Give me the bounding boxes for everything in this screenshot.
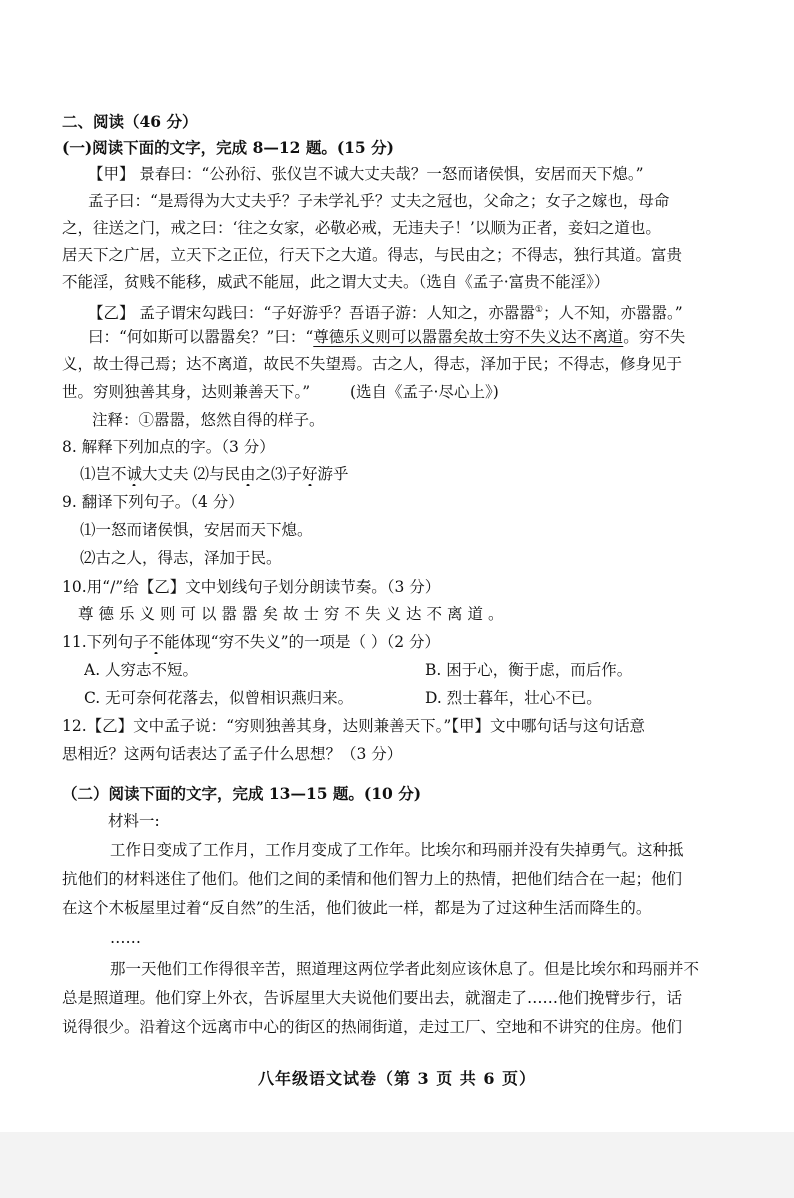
page-bottom-margin (0, 1132, 794, 1198)
passage-yi-text: 。穷不失 (623, 328, 686, 346)
passage-yi-text: 曰：“何如斯可以嚣嚣矣？”曰：“ (88, 328, 314, 346)
underlined-sentence: 尊德乐义则可以嚣嚣矣故士穷不失义达不离道 (313, 328, 624, 346)
question-10-title: 10.用“/”给【乙】文中划线句子划分朗读节奏。（3 分） (62, 578, 441, 596)
option-row (84, 658, 754, 682)
question-9-item: ⑵古之人，得志，泽加于民。 (80, 549, 282, 567)
question-9-item: ⑴一怒而诸侯惧，安居而天下熄。 (80, 521, 313, 539)
question-12-line: 12.【乙】文中孟子说：“穷则独善其身，达则兼善天下。”【甲】文中哪句话与这句话意 (62, 717, 646, 735)
material-line: 那一天他们工作得很辛苦，照道理这两位学者此刻应该休息了。但是比埃尔和玛丽并不 (110, 960, 700, 978)
material-label: 材料一: (108, 812, 160, 830)
passage-yi-line: 义，故士得己焉；达不离道，故民不失望焉。古之人，得志，泽加于民；不得志，修身见于 (62, 355, 683, 373)
question-10-sentence: 尊德乐义则可以嚣嚣矣故士穷不失义达不离道。 (78, 605, 509, 623)
footnote: 注释：①嚣嚣，悠然自得的样子。 (92, 411, 325, 429)
dotted-char: 好 (302, 465, 318, 483)
material-line: 说得很少。沿着这个远离市中心的街区的热闹街道，走过工厂、空地和不讲究的住房。他们 (62, 1018, 683, 1036)
material-line: 在这个木板屋里过着“反自然”的生活，他们彼此一样，都是为了过这种生活而降生的。 (62, 899, 652, 917)
option-c: C. 无可奈何花落去，似曾相识燕归来。 (84, 689, 354, 707)
material-line: 抗他们的材料迷住了他们。他们之间的柔情和他们智力上的热情，把他们结合在一起；他们 (62, 870, 683, 888)
question-9-title: 9. 翻译下列句子。（4 分） (62, 493, 244, 511)
option-a: A. 人穷志不短。 (84, 661, 199, 679)
question-12-line: 思相近？这两句话表达了孟子什么思想？（3 分） (62, 745, 403, 763)
dotted-char: 诚 (126, 465, 143, 483)
material-line: 工作日变成了工作月，工作月变成了工作年。比埃尔和玛丽并没有失掉勇气。这种抵 (110, 841, 684, 859)
passage-jia-line: 不能淫，贫贱不能移，威武不能屈，此之谓大丈夫。（选自《孟子·富贵不能淫》） (62, 273, 610, 291)
question-11-title: 11.下列句子不能体现“穷不失义”的一项是（ ）（2 分） (62, 633, 440, 651)
passage-jia-line: 孟子曰：“是焉得为大丈夫乎？子未学礼乎？丈夫之冠也，父命之；女子之嫁也，母命 (88, 192, 670, 210)
passage-yi-line (62, 380, 754, 404)
passage-yi-text: ；人不知，亦嚣嚣。” (542, 304, 683, 323)
footnote-marker: ① (534, 305, 543, 315)
passage-yi-line (88, 298, 754, 325)
passage-jia-line: 【甲】 景春曰：“公孙衍、张仪岂不诚大丈夫哉？一怒而诸侯惧，安居而天下熄。” (88, 165, 644, 183)
passage-jia-line: 之，往送之门，戒之曰：‘往之女家，必敬必戒，无违夫子！’以顺为正者，妾妇之道也。 (62, 219, 661, 237)
section-title: 二、阅读（46 分） (62, 112, 198, 131)
part1-title: (一)阅读下面的文字，完成 8—12 题。(15 分) (62, 138, 394, 157)
passage-yi-text: 【乙】 孟子谓宋勾践曰：“子好游乎？吾语子游：人知之，亦嚣嚣 (88, 304, 535, 323)
question-8-items: ⑴岂不诚大丈夫 ⑵与民由之⑶子好游乎 (80, 465, 349, 483)
question-8-title: 8. 解释下列加点的字。（3 分） (62, 438, 275, 456)
page-footer: 八年级语文试卷（第 3 页 共 6 页） (257, 1069, 537, 1088)
option-d: D. 烈士暮年，壮心不已。 (425, 689, 602, 707)
passage-yi-text: 世。穷则独善其身，达则兼善天下。” (62, 383, 311, 401)
part2-title: （二）阅读下面的文字，完成 13—15 题。(10 分) (62, 784, 422, 803)
dotted-char: 由 (239, 465, 256, 483)
material-line: …… (110, 929, 141, 947)
passage-jia-line: 居天下之广居，立天下之正位，行天下之大道。得志，与民由之；不得志，独行其道。富贵 (62, 246, 683, 264)
option-b: B. 困于心，衡于虑，而后作。 (425, 661, 633, 679)
passage-source: (选自《孟子·尽心上》) (350, 383, 499, 401)
material-line: 总是照道理。他们穿上外衣，告诉屋里大夫说他们要出去，就溜走了……他们挽臂步行，话 (62, 989, 683, 1007)
passage-yi-line (88, 325, 754, 349)
option-row (84, 686, 754, 710)
dotted-char: 不 (148, 633, 165, 651)
